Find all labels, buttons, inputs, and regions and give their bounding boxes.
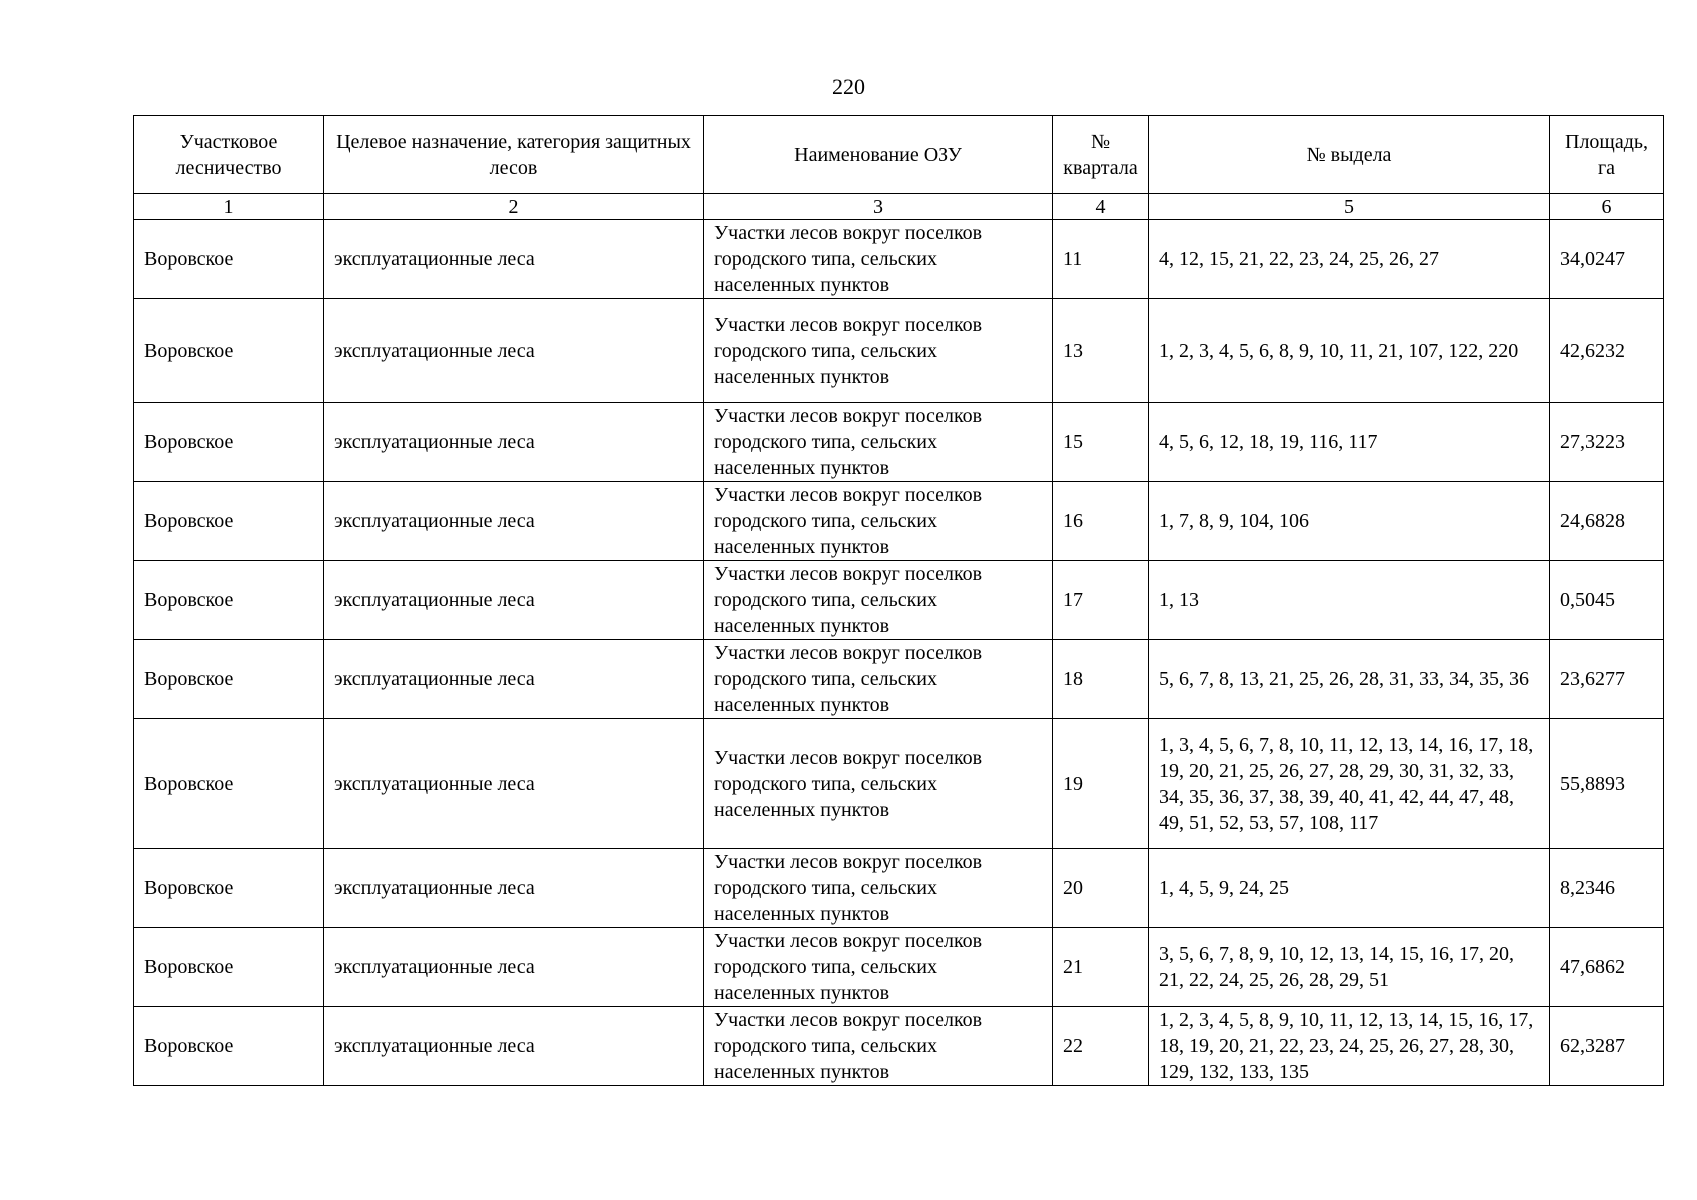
cell-forestry: Воровское	[134, 403, 324, 482]
cell-quarter: 21	[1053, 928, 1149, 1007]
cell-allotments: 1, 7, 8, 9, 104, 106	[1149, 482, 1550, 561]
cell-ozu: Участки лесов вокруг поселков городского типа, сельских населенных пунктов	[704, 220, 1053, 299]
cell-quarter: 18	[1053, 640, 1149, 719]
cell-forestry: Воровское	[134, 561, 324, 640]
header-forestry: Участковое лесничество	[134, 116, 324, 194]
cell-area: 24,6828	[1550, 482, 1664, 561]
cell-allotments: 3, 5, 6, 7, 8, 9, 10, 12, 13, 14, 15, 16, 17, 20, 21, 22, 24, 25, 26, 28, 29, 51	[1149, 928, 1550, 1007]
cell-ozu: Участки лесов вокруг поселков городского типа, сельских населенных пунктов	[704, 561, 1053, 640]
header-row	[134, 116, 1664, 194]
header-ozu: Наименование ОЗУ	[704, 116, 1053, 194]
cell-forestry: Воровское	[134, 299, 324, 403]
cell-quarter: 20	[1053, 849, 1149, 928]
header-allotments: № выдела	[1149, 116, 1550, 194]
page-number: 220	[832, 74, 865, 99]
cell-ozu: Участки лесов вокруг поселков городского типа, сельских населенных пунктов	[704, 640, 1053, 719]
cell-allotments: 1, 4, 5, 9, 24, 25	[1149, 849, 1550, 928]
cell-allotments: 1, 2, 3, 4, 5, 6, 8, 9, 10, 11, 21, 107, 122, 220	[1149, 299, 1550, 403]
cell-area: 34,0247	[1550, 220, 1664, 299]
cell-ozu: Участки лесов вокруг поселков городского типа, сельских населенных пунктов	[704, 1007, 1053, 1086]
cell-area: 62,3287	[1550, 1007, 1664, 1086]
cell-purpose: эксплуатационные леса	[324, 482, 704, 561]
cell-purpose: эксплуатационные леса	[324, 561, 704, 640]
cell-ozu: Участки лесов вокруг поселков городского типа, сельских населенных пунктов	[704, 482, 1053, 561]
table-row	[134, 482, 1664, 561]
cell-quarter: 13	[1053, 299, 1149, 403]
cell-area: 42,6232	[1550, 299, 1664, 403]
cell-allotments: 4, 12, 15, 21, 22, 23, 24, 25, 26, 27	[1149, 220, 1550, 299]
cell-purpose: эксплуатационные леса	[324, 640, 704, 719]
cell-allotments: 1, 2, 3, 4, 5, 8, 9, 10, 11, 12, 13, 14, 15, 16, 17, 18, 19, 20, 21, 22, 23, 24, 25, 26, 27, 28, 30, 129, 132, 133, 135	[1149, 1007, 1550, 1086]
cell-quarter: 22	[1053, 1007, 1149, 1086]
cell-quarter: 19	[1053, 719, 1149, 849]
cell-ozu: Участки лесов вокруг поселков городского типа, сельских населенных пунктов	[704, 719, 1053, 849]
cell-ozu: Участки лесов вокруг поселков городского типа, сельских населенных пунктов	[704, 849, 1053, 928]
table-row	[134, 299, 1664, 403]
cell-area: 8,2346	[1550, 849, 1664, 928]
cell-allotments: 4, 5, 6, 12, 18, 19, 116, 117	[1149, 403, 1550, 482]
cell-area: 27,3223	[1550, 403, 1664, 482]
cell-forestry: Воровское	[134, 640, 324, 719]
column-number: 4	[1053, 194, 1149, 220]
column-number: 6	[1550, 194, 1664, 220]
header-purpose: Целевое назначение, категория защитных лесов	[324, 116, 704, 194]
cell-quarter: 16	[1053, 482, 1149, 561]
table-row	[134, 849, 1664, 928]
table-row	[134, 719, 1664, 849]
cell-purpose: эксплуатационные леса	[324, 719, 704, 849]
column-number: 2	[324, 194, 704, 220]
cell-area: 55,8893	[1550, 719, 1664, 849]
cell-quarter: 15	[1053, 403, 1149, 482]
header-area: Площадь, га	[1550, 116, 1664, 194]
table-row	[134, 1007, 1664, 1086]
cell-forestry: Воровское	[134, 482, 324, 561]
cell-ozu: Участки лесов вокруг поселков городского типа, сельских населенных пунктов	[704, 928, 1053, 1007]
cell-quarter: 17	[1053, 561, 1149, 640]
cell-ozu: Участки лесов вокруг поселков городского типа, сельских населенных пунктов	[704, 403, 1053, 482]
cell-purpose: эксплуатационные леса	[324, 403, 704, 482]
cell-purpose: эксплуатационные леса	[324, 849, 704, 928]
cell-quarter: 11	[1053, 220, 1149, 299]
table-row	[134, 220, 1664, 299]
cell-ozu: Участки лесов вокруг поселков городского типа, сельских населенных пунктов	[704, 299, 1053, 403]
cell-purpose: эксплуатационные леса	[324, 299, 704, 403]
cell-forestry: Воровское	[134, 1007, 324, 1086]
cell-forestry: Воровское	[134, 928, 324, 1007]
cell-allotments: 5, 6, 7, 8, 13, 21, 25, 26, 28, 31, 33, 34, 35, 36	[1149, 640, 1550, 719]
cell-area: 47,6862	[1550, 928, 1664, 1007]
table-row	[134, 928, 1664, 1007]
cell-forestry: Воровское	[134, 849, 324, 928]
cell-purpose: эксплуатационные леса	[324, 220, 704, 299]
table-row	[134, 640, 1664, 719]
cell-allotments: 1, 13	[1149, 561, 1550, 640]
cell-area: 23,6277	[1550, 640, 1664, 719]
cell-area: 0,5045	[1550, 561, 1664, 640]
cell-allotments: 1, 3, 4, 5, 6, 7, 8, 10, 11, 12, 13, 14, 16, 17, 18, 19, 20, 21, 25, 26, 27, 28, 29, 30, 31, 32, 33, 34, 35, 36, 37, 38, 39, 40, 41, 42, 44, 47, 48, 49, 51, 52, 53, 57, 108, 117	[1149, 719, 1550, 849]
column-number: 3	[704, 194, 1053, 220]
cell-purpose: эксплуатационные леса	[324, 928, 704, 1007]
cell-forestry: Воровское	[134, 220, 324, 299]
column-number: 5	[1149, 194, 1550, 220]
cell-forestry: Воровское	[134, 719, 324, 849]
allotments-table	[133, 115, 1664, 1086]
column-number-row	[134, 194, 1664, 220]
column-number: 1	[134, 194, 324, 220]
table-row	[134, 561, 1664, 640]
table-row	[134, 403, 1664, 482]
header-quarter: № квартала	[1053, 116, 1149, 194]
cell-purpose: эксплуатационные леса	[324, 1007, 704, 1086]
